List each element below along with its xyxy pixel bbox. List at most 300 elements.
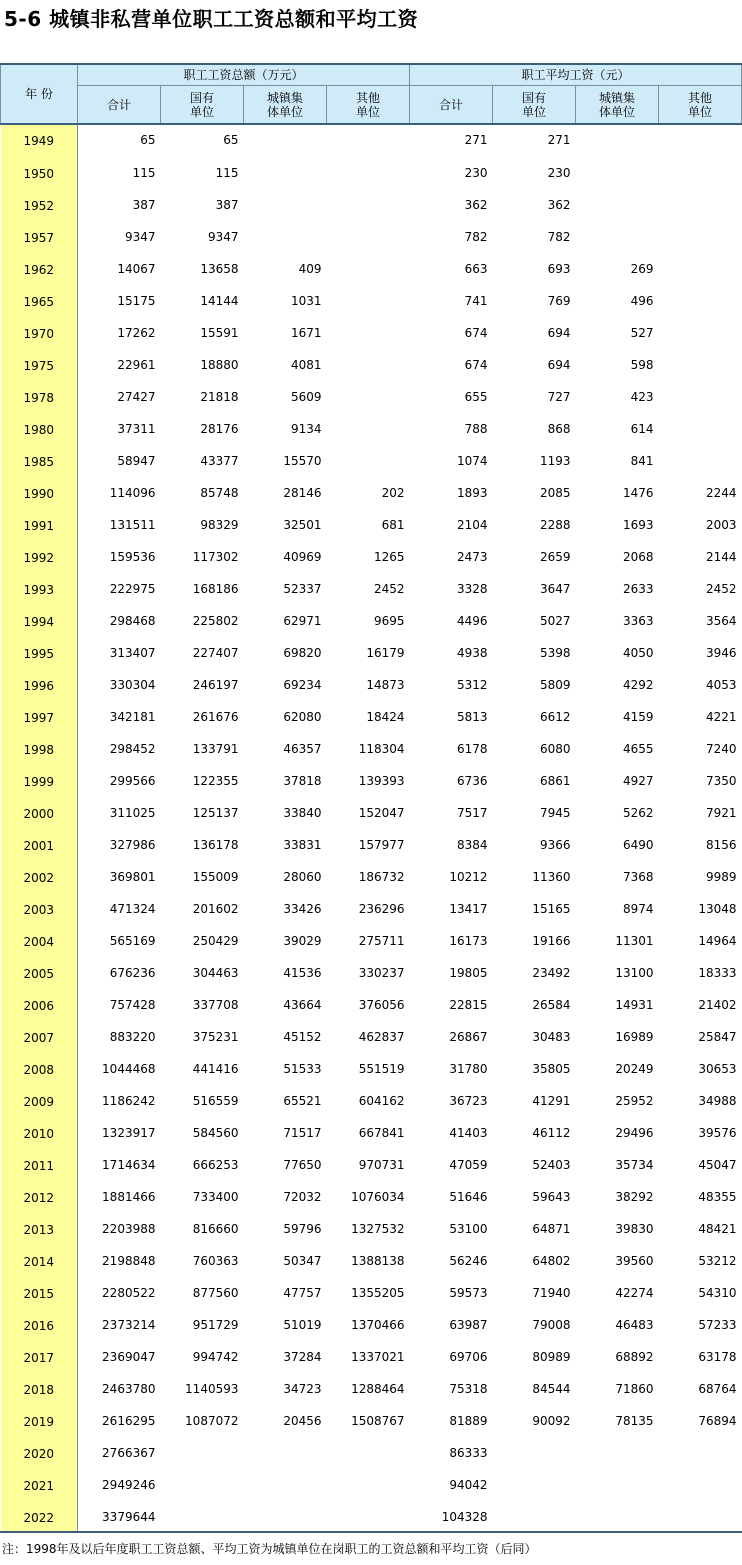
value-cell: 2633 — [622, 581, 654, 596]
value-cell — [161, 1469, 244, 1501]
value-cell — [244, 1437, 327, 1469]
value-cell — [659, 1469, 742, 1501]
table-row — [1, 1309, 742, 1341]
year-label: 1962 — [23, 262, 55, 277]
table-row — [1, 541, 742, 573]
value-cell: 29496 — [615, 1125, 654, 1140]
value-cell: 48355 — [698, 1189, 737, 1204]
table-row — [1, 1085, 742, 1117]
value-cell: 598 — [630, 357, 654, 372]
value-cell: 14931 — [615, 997, 654, 1012]
value-cell — [244, 157, 327, 189]
value-cell: 27427 — [117, 389, 156, 404]
value-cell — [576, 1437, 659, 1469]
year-label: 1952 — [23, 198, 55, 213]
year-label: 1995 — [23, 646, 55, 661]
value-cell: 38292 — [615, 1189, 654, 1204]
table-row — [1, 253, 742, 285]
value-cell: 47757 — [283, 1285, 322, 1300]
value-cell — [244, 124, 327, 157]
value-cell: 727 — [547, 389, 571, 404]
year-label: 2000 — [23, 806, 55, 821]
year-label: 2013 — [23, 1222, 55, 1237]
value-cell: 34988 — [698, 1093, 737, 1108]
value-cell: 28176 — [200, 421, 239, 436]
value-cell: 40969 — [283, 549, 322, 564]
value-cell: 3946 — [705, 645, 737, 660]
value-cell: 4053 — [705, 677, 737, 692]
value-cell: 85748 — [200, 485, 239, 500]
value-cell: 18424 — [366, 709, 405, 724]
value-cell — [493, 1437, 576, 1469]
value-cell: 59643 — [532, 1189, 571, 1204]
value-cell: 1714634 — [102, 1157, 156, 1172]
table-row — [1, 1373, 742, 1405]
year-cell — [1, 477, 78, 509]
value-cell — [659, 1501, 742, 1533]
value-cell: 152047 — [358, 805, 405, 820]
table-row — [1, 1277, 742, 1309]
table-row — [1, 637, 742, 669]
total-state-owned-header: 国有 单位 — [161, 86, 244, 124]
value-cell — [161, 1437, 244, 1469]
value-cell: 883220 — [109, 1029, 156, 1044]
value-cell: 2068 — [622, 549, 654, 564]
table-row — [1, 1117, 742, 1149]
value-cell: 1044468 — [102, 1061, 156, 1076]
year-cell — [1, 349, 78, 381]
value-cell — [327, 349, 410, 381]
value-cell: 868 — [547, 421, 571, 436]
value-cell: 4292 — [622, 677, 654, 692]
table-bottom-rule — [0, 1531, 742, 1533]
total-sum-header: 合计 — [78, 86, 161, 124]
avg-sum-header: 合计 — [410, 86, 493, 124]
value-cell — [327, 221, 410, 253]
year-label: 2021 — [23, 1478, 55, 1493]
value-cell: 53100 — [449, 1221, 488, 1236]
table-row — [1, 1213, 742, 1245]
table-row — [1, 957, 742, 989]
year-cell — [1, 317, 78, 349]
value-cell: 222975 — [109, 581, 156, 596]
value-cell: 19166 — [532, 933, 571, 948]
total-urban-collective-header: 城镇集 体单位 — [244, 86, 327, 124]
value-cell — [327, 189, 410, 221]
year-cell — [1, 285, 78, 317]
value-cell: 271 — [464, 133, 488, 148]
value-cell: 14964 — [698, 933, 737, 948]
value-cell: 56246 — [449, 1253, 488, 1268]
value-cell: 667841 — [358, 1125, 405, 1140]
value-cell: 131511 — [109, 517, 156, 532]
value-cell — [659, 157, 742, 189]
value-cell: 62971 — [283, 613, 322, 628]
value-cell: 18333 — [698, 965, 737, 980]
value-cell: 655 — [464, 389, 488, 404]
header-bottom-rule — [0, 123, 742, 125]
year-label: 2006 — [23, 998, 55, 1013]
value-cell: 2949246 — [102, 1477, 156, 1492]
value-cell: 3363 — [622, 613, 654, 628]
value-cell: 35734 — [615, 1157, 654, 1172]
value-cell: 4159 — [622, 709, 654, 724]
value-cell: 39576 — [698, 1125, 737, 1140]
year-label: 2010 — [23, 1126, 55, 1141]
year-label: 1978 — [23, 390, 55, 405]
value-cell: 362 — [547, 197, 571, 212]
value-cell: 6178 — [456, 741, 488, 756]
table-row — [1, 157, 742, 189]
year-cell — [1, 1309, 78, 1341]
year-label: 1980 — [23, 422, 55, 437]
year-label: 2004 — [23, 934, 55, 949]
value-cell: 2452 — [373, 581, 405, 596]
value-cell: 17262 — [117, 325, 156, 340]
value-cell: 230 — [464, 165, 488, 180]
value-cell: 250429 — [192, 933, 239, 948]
value-cell: 71940 — [532, 1285, 571, 1300]
value-cell: 26867 — [449, 1029, 488, 1044]
value-cell: 271 — [547, 133, 571, 148]
year-label: 2009 — [23, 1094, 55, 1109]
value-cell: 13417 — [449, 901, 488, 916]
year-label: 2018 — [23, 1382, 55, 1397]
value-cell — [659, 253, 742, 285]
value-cell: 4496 — [456, 613, 488, 628]
value-cell: 68892 — [615, 1349, 654, 1364]
value-cell — [327, 1437, 410, 1469]
year-cell — [1, 605, 78, 637]
value-cell: 32501 — [283, 517, 322, 532]
value-cell: 1288464 — [351, 1381, 405, 1396]
year-label: 1996 — [23, 678, 55, 693]
value-cell: 298452 — [109, 741, 156, 756]
value-cell: 2003 — [705, 517, 737, 532]
value-cell: 2473 — [456, 549, 488, 564]
value-cell: 139393 — [358, 773, 405, 788]
table-top-rule — [0, 63, 742, 65]
value-cell: 41403 — [449, 1125, 488, 1140]
value-cell: 69234 — [283, 677, 322, 692]
value-cell — [659, 285, 742, 317]
value-cell — [493, 1501, 576, 1533]
table-row — [1, 1501, 742, 1533]
year-cell — [1, 637, 78, 669]
value-cell: 1693 — [622, 517, 654, 532]
value-cell: 527 — [630, 325, 654, 340]
value-cell: 423 — [630, 389, 654, 404]
value-cell — [659, 1437, 742, 1469]
year-label: 1994 — [23, 614, 55, 629]
value-cell: 565169 — [109, 933, 156, 948]
value-cell: 22961 — [117, 357, 156, 372]
value-cell: 5312 — [456, 677, 488, 692]
value-cell: 69706 — [449, 1349, 488, 1364]
value-cell: 337708 — [192, 997, 239, 1012]
value-cell: 90092 — [532, 1413, 571, 1428]
value-cell: 54310 — [698, 1285, 737, 1300]
year-cell — [1, 509, 78, 541]
value-cell: 2463780 — [102, 1381, 156, 1396]
year-cell — [1, 797, 78, 829]
value-cell: 1671 — [290, 325, 322, 340]
value-cell: 10212 — [449, 869, 488, 884]
value-cell: 693 — [547, 261, 571, 276]
year-label: 1965 — [23, 294, 55, 309]
value-cell: 5398 — [539, 645, 571, 660]
table-row — [1, 861, 742, 893]
value-cell: 584560 — [192, 1125, 239, 1140]
value-cell: 58947 — [117, 453, 156, 468]
value-cell: 46483 — [615, 1317, 654, 1332]
table-row — [1, 1469, 742, 1501]
table-row — [1, 221, 742, 253]
value-cell: 2280522 — [102, 1285, 156, 1300]
table-row — [1, 317, 742, 349]
value-cell: 230 — [547, 165, 571, 180]
year-cell — [1, 1277, 78, 1309]
value-cell: 25847 — [698, 1029, 737, 1044]
year-label: 2020 — [23, 1446, 55, 1461]
value-cell: 327986 — [109, 837, 156, 852]
value-cell: 666253 — [192, 1157, 239, 1172]
value-cell: 994742 — [192, 1349, 239, 1364]
value-cell: 2616295 — [102, 1413, 156, 1428]
value-cell: 122355 — [192, 773, 239, 788]
value-cell: 186732 — [358, 869, 405, 884]
value-cell: 362 — [464, 197, 488, 212]
value-cell: 551519 — [358, 1061, 405, 1076]
value-cell — [327, 317, 410, 349]
total-other-header: 其他 单位 — [327, 86, 410, 124]
value-cell: 201602 — [192, 901, 239, 916]
value-cell: 5809 — [539, 677, 571, 692]
value-cell: 15591 — [200, 325, 239, 340]
value-cell: 225802 — [192, 613, 239, 628]
year-cell — [1, 221, 78, 253]
value-cell: 674 — [464, 325, 488, 340]
value-cell: 2144 — [705, 549, 737, 564]
value-cell: 64802 — [532, 1253, 571, 1268]
year-label: 1992 — [23, 550, 55, 565]
table-row — [1, 1053, 742, 1085]
value-cell — [576, 189, 659, 221]
value-cell: 39560 — [615, 1253, 654, 1268]
value-cell: 51533 — [283, 1061, 322, 1076]
year-label: 1985 — [23, 454, 55, 469]
table-row — [1, 989, 742, 1021]
value-cell: 37284 — [283, 1349, 322, 1364]
value-cell: 72032 — [283, 1189, 322, 1204]
value-cell — [576, 1469, 659, 1501]
value-cell: 16989 — [615, 1029, 654, 1044]
value-cell: 1186242 — [102, 1093, 156, 1108]
value-cell: 63987 — [449, 1317, 488, 1332]
table-row — [1, 445, 742, 477]
year-cell — [1, 1373, 78, 1405]
value-cell — [327, 157, 410, 189]
year-label: 2016 — [23, 1318, 55, 1333]
value-cell: 1193 — [539, 453, 571, 468]
value-cell: 1388138 — [351, 1253, 405, 1268]
value-cell: 1355205 — [351, 1285, 405, 1300]
value-cell: 125137 — [192, 805, 239, 820]
year-cell — [1, 157, 78, 189]
table-row — [1, 413, 742, 445]
year-label: 2015 — [23, 1286, 55, 1301]
value-cell — [244, 189, 327, 221]
value-cell: 8974 — [622, 901, 654, 916]
value-cell — [244, 221, 327, 253]
year-label: 2003 — [23, 902, 55, 917]
year-cell — [1, 541, 78, 573]
value-cell: 409 — [298, 261, 322, 276]
value-cell: 2766367 — [102, 1445, 156, 1460]
year-column-header: 年 份 — [1, 65, 78, 124]
year-label: 2007 — [23, 1030, 55, 1045]
value-cell: 94042 — [449, 1477, 488, 1492]
value-cell: 33831 — [283, 837, 322, 852]
value-cell: 11360 — [532, 869, 571, 884]
value-cell: 3379644 — [102, 1509, 156, 1524]
value-cell: 9695 — [373, 613, 405, 628]
table-body — [1, 124, 742, 1533]
value-cell: 1370466 — [351, 1317, 405, 1332]
value-cell: 33426 — [283, 901, 322, 916]
value-cell: 34723 — [283, 1381, 322, 1396]
value-cell: 6736 — [456, 773, 488, 788]
value-cell: 471324 — [109, 901, 156, 916]
value-cell: 4927 — [622, 773, 654, 788]
value-cell: 69820 — [283, 645, 322, 660]
value-cell — [659, 413, 742, 445]
value-cell: 78135 — [615, 1413, 654, 1428]
value-cell: 31780 — [449, 1061, 488, 1076]
value-cell: 86333 — [449, 1445, 488, 1460]
value-cell: 115 — [132, 165, 156, 180]
value-cell: 462837 — [358, 1029, 405, 1044]
value-cell — [161, 1501, 244, 1533]
year-label: 2001 — [23, 838, 55, 853]
value-cell: 269 — [630, 261, 654, 276]
value-cell: 7517 — [456, 805, 488, 820]
year-cell — [1, 124, 78, 157]
value-cell: 50347 — [283, 1253, 322, 1268]
value-cell: 77650 — [283, 1157, 322, 1172]
value-cell: 159536 — [109, 549, 156, 564]
value-cell: 30653 — [698, 1061, 737, 1076]
year-label: 2012 — [23, 1190, 55, 1205]
year-cell — [1, 765, 78, 797]
year-cell — [1, 1501, 78, 1533]
value-cell: 1476 — [622, 485, 654, 500]
value-cell: 2452 — [705, 581, 737, 596]
value-cell — [327, 381, 410, 413]
value-cell: 246197 — [192, 677, 239, 692]
year-label: 2014 — [23, 1254, 55, 1269]
value-cell — [244, 1469, 327, 1501]
value-cell: 28146 — [283, 485, 322, 500]
value-cell: 3564 — [705, 613, 737, 628]
value-cell: 11301 — [615, 933, 654, 948]
value-cell: 59573 — [449, 1285, 488, 1300]
table-row — [1, 285, 742, 317]
value-cell: 39029 — [283, 933, 322, 948]
value-cell: 68764 — [698, 1381, 737, 1396]
value-cell: 43377 — [200, 453, 239, 468]
value-cell: 133791 — [192, 741, 239, 756]
value-cell: 21402 — [698, 997, 737, 1012]
value-cell: 16173 — [449, 933, 488, 948]
value-cell: 1893 — [456, 485, 488, 500]
year-cell — [1, 1181, 78, 1213]
value-cell: 951729 — [192, 1317, 239, 1332]
table-row — [1, 701, 742, 733]
year-cell — [1, 573, 78, 605]
value-cell: 227407 — [192, 645, 239, 660]
value-cell: 1031 — [290, 293, 322, 308]
value-cell: 6612 — [539, 709, 571, 724]
value-cell: 2198848 — [102, 1253, 156, 1268]
year-label: 2019 — [23, 1414, 55, 1429]
value-cell: 760363 — [192, 1253, 239, 1268]
value-cell: 7350 — [705, 773, 737, 788]
value-cell: 46112 — [532, 1125, 571, 1140]
table-row — [1, 477, 742, 509]
value-cell: 496 — [630, 293, 654, 308]
value-cell: 4081 — [290, 357, 322, 372]
year-cell — [1, 1053, 78, 1085]
value-cell — [659, 349, 742, 381]
value-cell: 13100 — [615, 965, 654, 980]
value-cell: 48421 — [698, 1221, 737, 1236]
value-cell: 816660 — [192, 1221, 239, 1236]
year-label: 1990 — [23, 486, 55, 501]
value-cell: 16179 — [366, 645, 405, 660]
value-cell: 9347 — [207, 229, 239, 244]
value-cell: 41536 — [283, 965, 322, 980]
value-cell: 23492 — [532, 965, 571, 980]
page-title: 5-6 城镇非私营单位职工工资总额和平均工资 — [4, 7, 419, 31]
value-cell — [659, 317, 742, 349]
value-cell: 387 — [215, 197, 239, 212]
value-cell: 115 — [215, 165, 239, 180]
value-cell: 841 — [630, 453, 654, 468]
year-label: 1970 — [23, 326, 55, 341]
value-cell: 41291 — [532, 1093, 571, 1108]
year-cell — [1, 1469, 78, 1501]
value-cell: 19805 — [449, 965, 488, 980]
value-cell: 782 — [547, 229, 571, 244]
year-cell — [1, 1341, 78, 1373]
value-cell: 375231 — [192, 1029, 239, 1044]
value-cell: 2288 — [539, 517, 571, 532]
value-cell: 4655 — [622, 741, 654, 756]
value-cell: 76894 — [698, 1413, 737, 1428]
value-cell: 71517 — [283, 1125, 322, 1140]
value-cell: 79008 — [532, 1317, 571, 1332]
value-cell: 1337021 — [351, 1349, 405, 1364]
value-cell: 30483 — [532, 1029, 571, 1044]
value-cell: 1140593 — [185, 1381, 239, 1396]
value-cell: 37311 — [117, 421, 156, 436]
value-cell: 14067 — [117, 261, 156, 276]
value-cell: 298468 — [109, 613, 156, 628]
value-cell: 4050 — [622, 645, 654, 660]
table-row — [1, 1021, 742, 1053]
value-cell: 114096 — [109, 485, 156, 500]
